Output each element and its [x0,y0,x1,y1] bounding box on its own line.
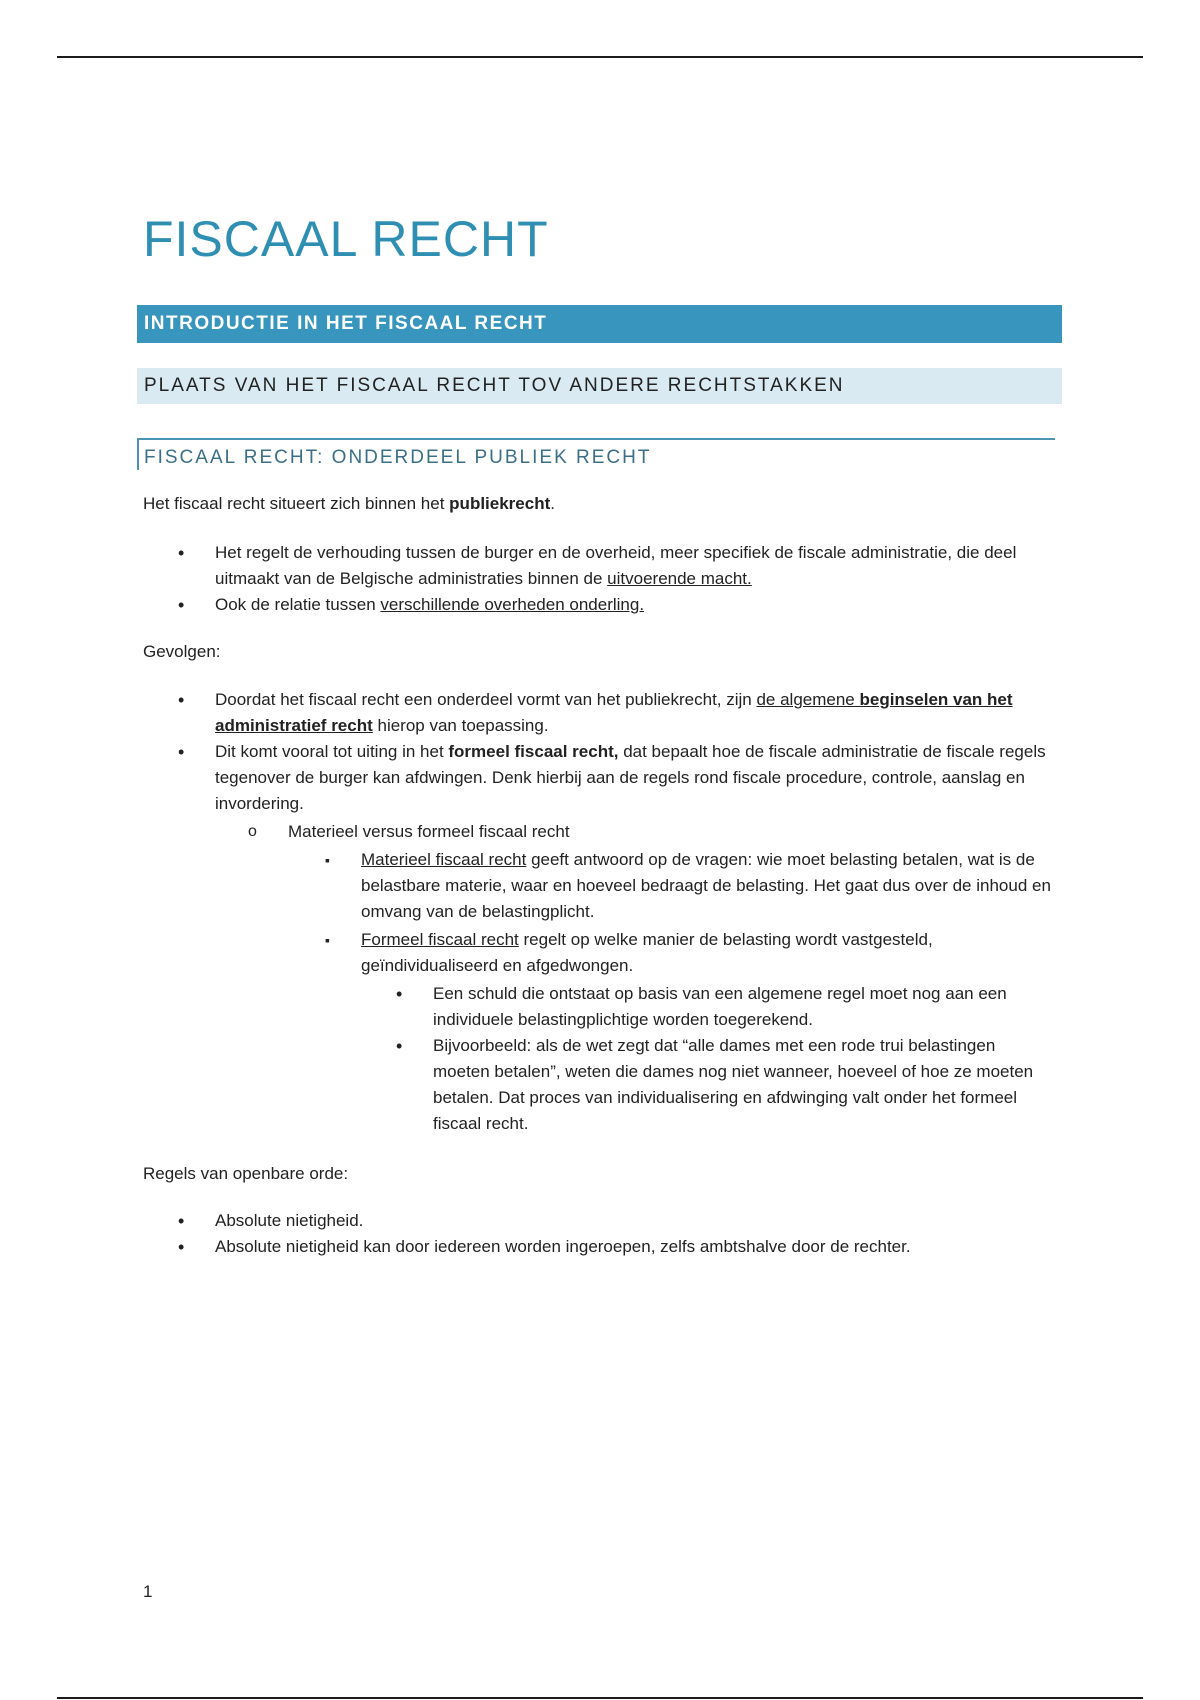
bullet-icon: • [178,690,185,710]
bullet-icon: • [396,984,403,1004]
intro-paragraph: Het fiscaal recht situeert zich binnen het publiekrecht. [143,494,555,513]
bullet-icon: • [178,742,185,762]
list-item: • Het regelt de verhouding tussen de burger en de overheid, meer specifiek de fiscale administratie, die deel uitmaakt van de Belgische administraties binnen de uitvoerende macht. [215,540,1065,592]
list-item: • Absolute nietigheid. [215,1208,1065,1234]
bullet-icon: • [178,1211,185,1231]
top-rule [57,56,1143,58]
list-sub-square [325,847,1061,979]
page-number: 1 [143,1582,153,1601]
bullet-icon: • [178,1237,185,1257]
square-bullet-icon: ▪ [325,852,330,868]
list-sub-o [248,819,1058,845]
regels-label: Regels van openbare orde: [143,1164,349,1183]
list-item: • Bijvoorbeeld: als de wet zegt dat “alle dames met een rode trui belastingen moeten betalen”, weten die dames nog niet wanneer, hoeveel of hoe ze moeten betalen. Dat proces van individualisering en afdwinging valt onder het formeel fiscaal recht. [433,1033,1053,1137]
bullet-icon: • [178,543,185,563]
bullet-icon: • [178,595,185,615]
list-item: • Ook de relatie tussen verschillende overheden onderling. [215,592,1065,618]
list-item: ▪ Formeel fiscaal recht regelt op welke manier de belasting wordt vastgesteld, geïndividualiseerd en afgedwongen. [361,927,1061,979]
heading-2: PLAATS VAN HET FISCAAL RECHT TOV ANDERE RECHTSTAKKEN [137,368,1062,404]
heading-1: INTRODUCTIE IN HET FISCAAL RECHT [137,305,1062,343]
list-regels [178,1208,1065,1260]
bullet-icon: • [396,1036,403,1056]
list-item: • Dit komt vooral tot uiting in het formeel fiscaal recht, dat bepaalt hoe de fiscale administratie de fiscale regels tegenover de burger kan afdwingen. Denk hierbij aan de regels rond fiscale procedure, controle, aanslag en invordering. [215,739,1065,817]
heading-3: FISCAAL RECHT: ONDERDEEL PUBLIEK RECHT [137,438,1055,470]
list-item: • Doordat het fiscaal recht een onderdeel vormt van het publiekrecht, zijn de algemene beginselen van het administratief recht hierop van toepassing. [215,687,1065,739]
list-relations [178,540,1065,618]
list-item: • Een schuld die ontstaat op basis van een algemene regel moet nog aan een individuele belastingplichtige worden toegerekend. [433,981,1053,1033]
square-bullet-icon: ▪ [325,932,330,948]
list-sub-sub [396,981,1053,1137]
gevolgen-label: Gevolgen: [143,642,221,661]
list-item: ▪ Materieel fiscaal recht geeft antwoord op de vragen: wie moet belasting betalen, wat is de belastbare materie, waar en hoeveel bedraagt de belasting. Het gaat dus over de inhoud en omvang van de belastingplicht. [361,847,1061,925]
circle-bullet-icon: o [248,823,257,840]
bottom-rule [57,1697,1143,1699]
list-gevolgen [178,687,1065,817]
document-title: FISCAAL RECHT [143,211,549,267]
list-item: o Materieel versus formeel fiscaal recht [288,819,1058,845]
list-item: • Absolute nietigheid kan door iedereen worden ingeroepen, zelfs ambtshalve door de rechter. [215,1234,1065,1260]
